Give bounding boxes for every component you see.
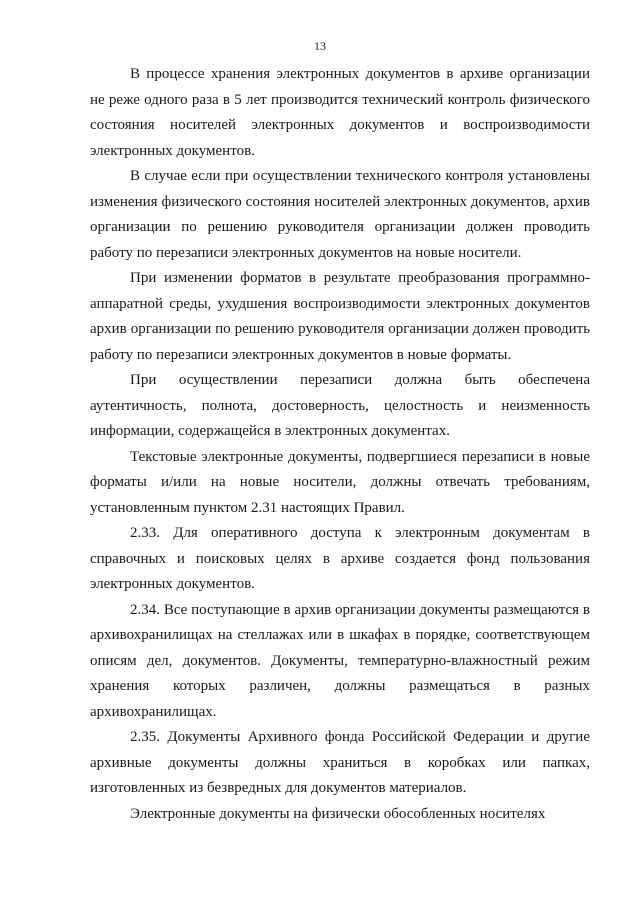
- paragraph-2-33: 2.33. Для оперативного доступа к электронным документам в справочных и поисковых целях в архиве создается фонд пользования электронных документов.: [90, 525, 590, 592]
- paragraph-storage-control: В процессе хранения электронных документов в архиве организации не реже одного раза в 5 лет производится технический контроль физического состояния носителей электронных документов и воспроизводимости электронных документов.: [90, 66, 590, 159]
- paragraph-media-rewrite: В случае если при осуществлении технического контроля установлены изменения физического состояния носителей электронных документов, архив организации по решению руководителя организации должен проводить работу по перезаписи электронных документов на новые носители.: [90, 168, 590, 261]
- document-body: [90, 62, 590, 827]
- paragraph-format-rewrite: При изменении форматов в результате преобразования программно-аппаратной среды, ухудшения воспроизводимости электронных документов архив организации по решению руководителя организации должен проводить работу по перезаписи электронных документов в новые форматы.: [90, 270, 590, 363]
- page-number: 13: [314, 39, 326, 53]
- paragraph-text-documents: Текстовые электронные документы, подвергшиеся перезаписи в новые форматы и/или на новые носители, должны отвечать требованиям, установленным пунктом 2.31 настоящих Правил.: [90, 448, 590, 516]
- paragraph-2-35: 2.35. Документы Архивного фонда Российской Федерации и другие архивные документы должны храниться в коробках или папках, изготовленных из безвредных для документов материалов.: [90, 729, 590, 796]
- paragraph-2-34: 2.34. Все поступающие в архив организации документы размещаются в архивохранилищах на стеллажах или в шкафах в порядке, соответствующем описям дел, документов. Документы, температурно-влажностный режим хранения которых различен, должны размещаться в разных архивохранилищах.: [90, 601, 590, 720]
- paragraph-authenticity: При осуществлении перезаписи должна быть обеспечена аутентичность, полнота, достоверность, целостность и неизменность информации, содержащейся в электронных документах.: [90, 372, 590, 439]
- paragraph-electronic-media: Электронные документы на физически обособленных носителях: [130, 805, 546, 822]
